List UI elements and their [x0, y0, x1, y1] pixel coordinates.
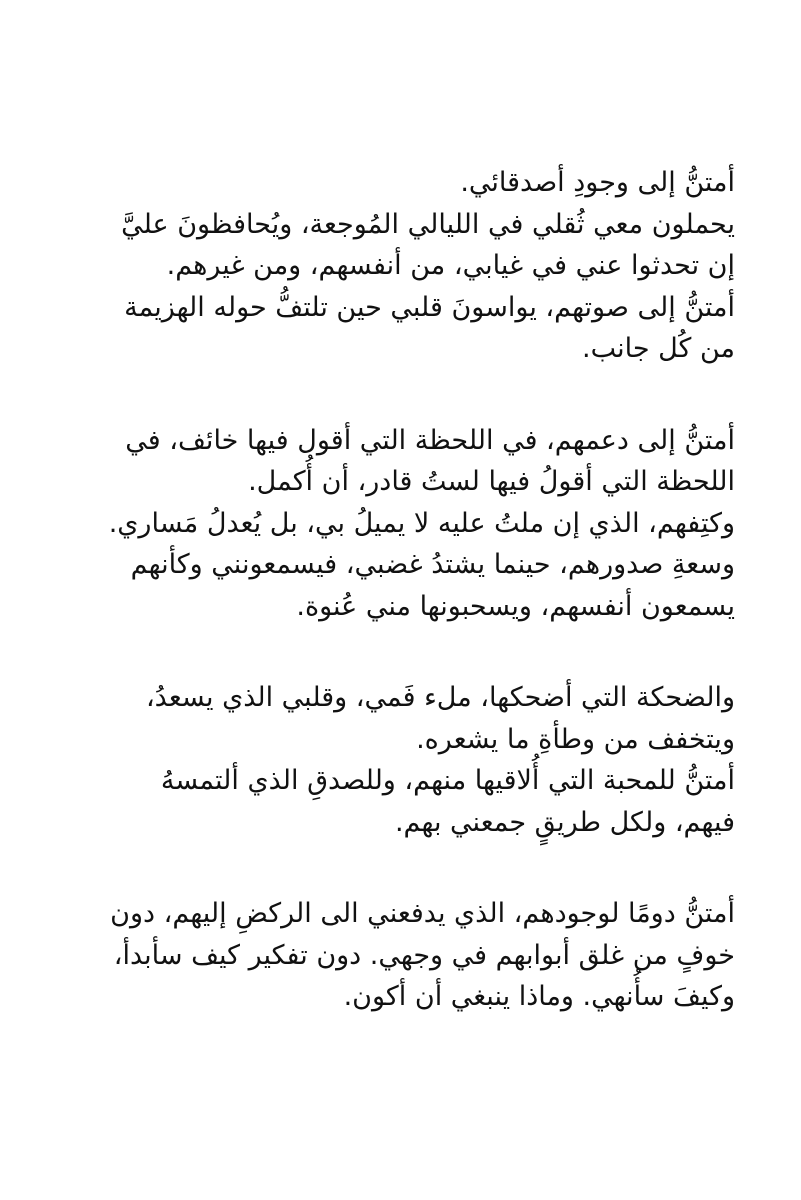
text-line: إن تحدثوا عني في غيابي، من أنفسهم، ومن غيرهم.	[166, 250, 735, 281]
paragraph-4	[68, 893, 735, 1018]
paragraph-2	[68, 420, 735, 628]
paragraph-3	[68, 677, 735, 843]
text-line: أمتنُّ دومًا لوجودهم، الذي يدفعني الى الركضِ إليهم، دون	[110, 898, 735, 929]
text-line: وكيفَ سأُنهي. وماذا ينبغي أن أكون.	[343, 981, 735, 1012]
text-line: أمتنُّ للمحبة التي أُلاقيها منهم، وللصدقِ الذي ألتمسهُ	[160, 765, 735, 796]
text-block	[68, 162, 735, 1018]
text-line: اللحظة التي أقولُ فيها لستُ قادر، أن أُكمل.	[248, 466, 735, 497]
text-line: ويتخفف من وطأةِ ما يشعره.	[416, 723, 735, 755]
text-line: أمتنُّ إلى وجودِ أصدقائي.	[460, 167, 735, 198]
text-line: من كُل جانب.	[581, 333, 735, 364]
text-line: أمتنُّ إلى دعمهم، في اللحظة التي أقول فيها خائف، في	[125, 424, 735, 456]
text-line: خوفٍ من غلق أبوابهم في وجهي. دون تفكير كيف سأبدأ،	[113, 939, 735, 971]
text-line: أمتنُّ إلى صوتهم، يواسونَ قلبي حين تلتفُّ حوله الهزيمة	[124, 291, 735, 323]
text-line: يحملون معي ثُقلي في الليالي المُوجعة، ويُحافظونَ عليَّ	[121, 208, 735, 240]
text-line: وكتِفهم، الذي إن ملتُ عليه لا يميلُ بي، بل يُعدلُ مَساري.	[108, 507, 735, 539]
text-line: وسعةِ صدورهم، حينما يشتدُ غضبي، فيسمعونني وكأنهم	[130, 549, 735, 580]
text-line: والضحكة التي أضحكها، ملء فَمي، وقلبي الذي يسعدُ،	[145, 682, 735, 713]
text-line: فيهم، ولكل طريقٍ جمعني بهم.	[394, 806, 735, 838]
paragraph-1	[68, 162, 735, 370]
text-line: يسمعون أنفسهم، ويسحبونها مني عُنوة.	[296, 590, 735, 622]
